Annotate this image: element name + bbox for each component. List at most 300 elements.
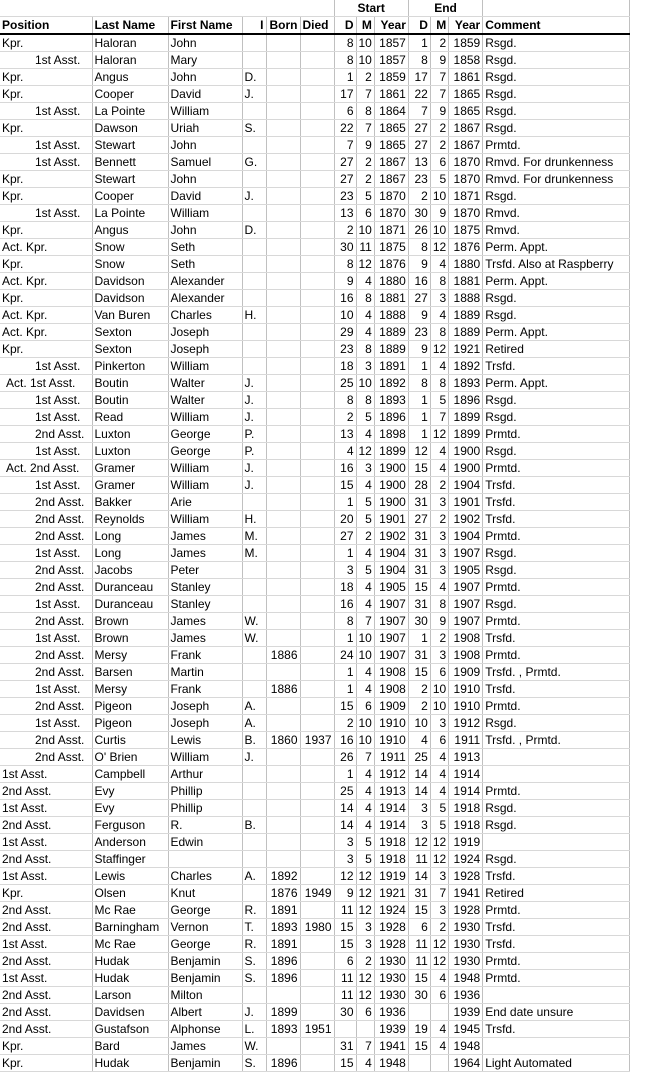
start-year-cell: 1891 [374, 358, 408, 375]
end-day-cell: 9 [408, 341, 430, 358]
end-month-cell: 6 [430, 732, 448, 749]
end-day-cell: 31 [408, 528, 430, 545]
position-cell: 1st Asst. [0, 477, 92, 494]
end-day-cell: 8 [408, 239, 430, 256]
born-cell [266, 494, 300, 511]
comment-cell: Rmvd. For drunkenness [483, 154, 630, 171]
end-year-cell: 1914 [449, 783, 483, 800]
initial-cell: T. [242, 919, 266, 936]
header-start-year: Year [374, 17, 408, 35]
died-cell [300, 970, 334, 987]
comment-cell: Trsfd. [483, 511, 630, 528]
end-month-cell: 5 [430, 392, 448, 409]
position-cell: 1st Asst. [0, 545, 92, 562]
table-row [0, 783, 630, 800]
initial-cell: D. [242, 69, 266, 86]
end-month-cell: 2 [430, 630, 448, 647]
end-month-cell: 12 [430, 426, 448, 443]
last-name-cell: Duranceau [92, 579, 168, 596]
died-cell [300, 647, 334, 664]
position-cell: 1st Asst. [0, 970, 92, 987]
end-day-cell: 31 [408, 885, 430, 902]
table-row [0, 681, 630, 698]
died-cell [300, 256, 334, 273]
died-cell [300, 273, 334, 290]
start-year-cell: 1928 [374, 919, 408, 936]
first-name-cell: Charles [168, 868, 242, 885]
end-day-cell: 15 [408, 902, 430, 919]
last-name-cell: Brown [92, 630, 168, 647]
start-month-cell: 5 [356, 562, 374, 579]
born-cell: 1896 [266, 953, 300, 970]
end-month-cell: 4 [430, 749, 448, 766]
first-name-cell: William [168, 205, 242, 222]
start-month-cell: 4 [356, 307, 374, 324]
last-name-cell: Snow [92, 239, 168, 256]
end-day-cell: 9 [408, 256, 430, 273]
end-year-cell: 1905 [449, 562, 483, 579]
end-year-cell: 1914 [449, 766, 483, 783]
start-year-cell: 1871 [374, 222, 408, 239]
end-year-cell: 1861 [449, 69, 483, 86]
position-cell: 2nd Asst. [0, 511, 92, 528]
end-year-cell: 1889 [449, 307, 483, 324]
position-cell: Kpr. [0, 885, 92, 902]
position-cell: 1st Asst. [0, 681, 92, 698]
start-day-cell: 12 [334, 868, 356, 885]
start-day-cell: 30 [334, 239, 356, 256]
position-cell: 2nd Asst. [0, 902, 92, 919]
born-cell [266, 222, 300, 239]
start-month-cell: 7 [356, 749, 374, 766]
start-day-cell: 27 [334, 154, 356, 171]
comment-cell: Rsgd. [483, 800, 630, 817]
start-year-cell: 1910 [374, 732, 408, 749]
end-day-cell: 30 [408, 205, 430, 222]
position-cell: 2nd Asst. [0, 1004, 92, 1021]
first-name-cell: James [168, 630, 242, 647]
start-day-cell: 29 [334, 324, 356, 341]
start-month-cell: 8 [356, 392, 374, 409]
initial-cell: W. [242, 613, 266, 630]
end-year-cell: 1941 [449, 885, 483, 902]
end-year-cell: 1858 [449, 52, 483, 69]
start-month-cell: 8 [356, 290, 374, 307]
born-cell [266, 307, 300, 324]
died-cell [300, 1004, 334, 1021]
start-month-cell: 4 [356, 681, 374, 698]
end-month-cell: 10 [430, 222, 448, 239]
first-name-cell: Lewis [168, 732, 242, 749]
position-cell: 1st Asst. [0, 936, 92, 953]
last-name-cell: Gustafson [92, 1021, 168, 1038]
born-cell: 1896 [266, 970, 300, 987]
position-cell: 2nd Asst. [0, 987, 92, 1004]
end-year-cell: 1900 [449, 460, 483, 477]
position-cell: 2nd Asst. [0, 494, 92, 511]
born-cell [266, 375, 300, 392]
end-year-cell: 1913 [449, 749, 483, 766]
position-cell: 2nd Asst. [0, 647, 92, 664]
born-cell: 1893 [266, 1021, 300, 1038]
end-day-cell: 27 [408, 511, 430, 528]
start-year-cell: 1918 [374, 851, 408, 868]
end-month-cell [430, 1055, 448, 1072]
position-cell: Act. Kpr. [0, 273, 92, 290]
comment-cell: Trsfd. , Prmtd. [483, 732, 630, 749]
end-day-cell: 17 [408, 69, 430, 86]
start-month-cell: 5 [356, 409, 374, 426]
first-name-cell: James [168, 528, 242, 545]
last-name-cell: Luxton [92, 443, 168, 460]
table-row [0, 426, 630, 443]
initial-cell: S. [242, 953, 266, 970]
born-cell [266, 749, 300, 766]
start-day-cell: 14 [334, 800, 356, 817]
position-cell: 1st Asst. [0, 52, 92, 69]
first-name-cell: George [168, 902, 242, 919]
born-cell [266, 358, 300, 375]
died-cell [300, 443, 334, 460]
born-cell: 1891 [266, 902, 300, 919]
last-name-cell: Bard [92, 1038, 168, 1055]
end-month-cell: 12 [430, 851, 448, 868]
first-name-cell: Edwin [168, 834, 242, 851]
last-name-cell: Mc Rae [92, 902, 168, 919]
start-year-cell: 1898 [374, 426, 408, 443]
end-day-cell: 15 [408, 1038, 430, 1055]
last-name-cell: Boutin [92, 392, 168, 409]
comment-cell: Prmtd. [483, 970, 630, 987]
start-day-cell: 4 [334, 443, 356, 460]
position-cell: Kpr. [0, 1038, 92, 1055]
last-name-cell: Staffinger [92, 851, 168, 868]
start-year-cell: 1867 [374, 171, 408, 188]
start-day-cell: 27 [334, 528, 356, 545]
born-cell [266, 86, 300, 103]
group-header-row [0, 0, 630, 17]
end-month-cell: 6 [430, 987, 448, 1004]
start-month-cell: 10 [356, 34, 374, 52]
died-cell [300, 953, 334, 970]
initial-cell: H. [242, 307, 266, 324]
start-day-cell: 25 [334, 783, 356, 800]
position-cell: 2nd Asst. [0, 732, 92, 749]
first-name-cell: Benjamin [168, 953, 242, 970]
initial-cell: J. [242, 1004, 266, 1021]
last-name-cell: Long [92, 528, 168, 545]
died-cell [300, 392, 334, 409]
position-cell: 2nd Asst. [0, 783, 92, 800]
comment-cell: Trsfd. Also at Raspberry [483, 256, 630, 273]
born-cell [266, 205, 300, 222]
end-month-cell: 6 [430, 664, 448, 681]
born-cell [266, 698, 300, 715]
position-cell: 2nd Asst. [0, 426, 92, 443]
start-year-cell: 1888 [374, 307, 408, 324]
table-row [0, 749, 630, 766]
start-year-cell: 1870 [374, 205, 408, 222]
end-month-cell: 7 [430, 885, 448, 902]
start-year-cell: 1896 [374, 409, 408, 426]
initial-cell [242, 324, 266, 341]
last-name-cell: La Pointe [92, 103, 168, 120]
died-cell [300, 477, 334, 494]
end-year-cell: 1924 [449, 851, 483, 868]
last-name-cell: Mersy [92, 647, 168, 664]
start-month-cell: 4 [356, 477, 374, 494]
died-cell [300, 545, 334, 562]
start-month-cell: 4 [356, 800, 374, 817]
table-row [0, 103, 630, 120]
position-cell: Kpr. [0, 222, 92, 239]
table-row [0, 596, 630, 613]
position-cell: Act. 1st Asst. [0, 375, 92, 392]
start-day-cell: 11 [334, 987, 356, 1004]
position-cell: 1st Asst. [0, 205, 92, 222]
end-year-cell: 1867 [449, 120, 483, 137]
start-year-cell: 1913 [374, 783, 408, 800]
died-cell [300, 664, 334, 681]
initial-cell [242, 290, 266, 307]
initial-cell [242, 137, 266, 154]
end-year-cell: 1936 [449, 987, 483, 1004]
start-day-cell: 15 [334, 919, 356, 936]
first-name-cell: Seth [168, 239, 242, 256]
died-cell [300, 613, 334, 630]
born-cell [266, 290, 300, 307]
initial-cell: J. [242, 460, 266, 477]
last-name-cell: Anderson [92, 834, 168, 851]
table-row [0, 494, 630, 511]
start-year-cell: 1875 [374, 239, 408, 256]
start-month-cell: 3 [356, 460, 374, 477]
last-name-cell: Sexton [92, 341, 168, 358]
last-name-cell: Lewis [92, 868, 168, 885]
first-name-cell: Benjamin [168, 1055, 242, 1072]
table-row [0, 171, 630, 188]
end-month-cell: 5 [430, 817, 448, 834]
start-month-cell: 4 [356, 579, 374, 596]
position-cell: 2nd Asst. [0, 698, 92, 715]
start-year-cell: 1948 [374, 1055, 408, 1072]
born-cell: 1893 [266, 919, 300, 936]
position-cell: 2nd Asst. [0, 953, 92, 970]
comment-cell: Rmvd. For drunkenness [483, 171, 630, 188]
first-name-cell: Walter [168, 392, 242, 409]
end-day-cell: 6 [408, 919, 430, 936]
comment-cell: Rmvd. [483, 222, 630, 239]
position-cell: 1st Asst. [0, 800, 92, 817]
position-cell: Kpr. [0, 69, 92, 86]
header-end-year: Year [449, 17, 483, 35]
position-cell: 1st Asst. [0, 154, 92, 171]
born-cell [266, 409, 300, 426]
position-cell: 2nd Asst. [0, 664, 92, 681]
end-day-cell: 2 [408, 698, 430, 715]
start-day-cell: 10 [334, 307, 356, 324]
start-month-cell: 4 [356, 545, 374, 562]
table-row [0, 511, 630, 528]
end-day-cell: 12 [408, 834, 430, 851]
born-cell [266, 69, 300, 86]
born-cell [266, 239, 300, 256]
table-row [0, 443, 630, 460]
table-row [0, 953, 630, 970]
end-month-cell: 4 [430, 1021, 448, 1038]
table-row [0, 545, 630, 562]
end-year-cell: 1870 [449, 171, 483, 188]
start-year-cell: 1889 [374, 324, 408, 341]
born-cell [266, 171, 300, 188]
end-year-cell: 1876 [449, 239, 483, 256]
initial-cell [242, 205, 266, 222]
start-month-cell: 10 [356, 647, 374, 664]
born-cell [266, 766, 300, 783]
start-day-cell: 17 [334, 86, 356, 103]
start-day-cell: 3 [334, 562, 356, 579]
header-initial: I [242, 17, 266, 35]
initial-cell [242, 494, 266, 511]
end-year-cell: 1908 [449, 647, 483, 664]
first-name-cell: John [168, 137, 242, 154]
start-month-cell: 11 [356, 239, 374, 256]
last-name-cell: Bennett [92, 154, 168, 171]
start-month-cell: 3 [356, 936, 374, 953]
first-name-cell: William [168, 460, 242, 477]
start-month-cell: 4 [356, 817, 374, 834]
end-day-cell: 8 [408, 52, 430, 69]
born-cell: 1892 [266, 868, 300, 885]
table-row [0, 205, 630, 222]
first-name-cell: Arie [168, 494, 242, 511]
start-day-cell: 30 [334, 1004, 356, 1021]
first-name-cell: John [168, 171, 242, 188]
last-name-cell: Davidson [92, 290, 168, 307]
table-body [0, 34, 630, 1072]
first-name-cell: William [168, 749, 242, 766]
last-name-cell: Davidsen [92, 1004, 168, 1021]
table-row [0, 885, 630, 902]
end-month-cell: 8 [430, 273, 448, 290]
table-row [0, 307, 630, 324]
table-row [0, 1021, 630, 1038]
start-month-cell: 5 [356, 851, 374, 868]
start-day-cell: 18 [334, 579, 356, 596]
born-cell [266, 664, 300, 681]
start-day-cell: 8 [334, 392, 356, 409]
start-month-cell: 2 [356, 69, 374, 86]
position-cell: 1st Asst. [0, 630, 92, 647]
initial-cell: W. [242, 1038, 266, 1055]
end-day-cell: 1 [408, 426, 430, 443]
born-cell [266, 783, 300, 800]
start-year-cell: 1857 [374, 34, 408, 52]
died-cell [300, 783, 334, 800]
end-month-cell: 12 [430, 239, 448, 256]
first-name-cell: Alexander [168, 273, 242, 290]
end-month-cell: 7 [430, 409, 448, 426]
table-row [0, 375, 630, 392]
end-day-cell: 26 [408, 222, 430, 239]
end-year-cell: 1948 [449, 970, 483, 987]
position-cell: 1st Asst. [0, 766, 92, 783]
comment-cell: Rsgd. [483, 851, 630, 868]
header-last-name: Last Name [92, 17, 168, 35]
last-name-cell: Hudak [92, 970, 168, 987]
start-day-cell: 24 [334, 647, 356, 664]
end-month-cell: 9 [430, 103, 448, 120]
end-month-cell: 12 [430, 936, 448, 953]
initial-cell: S. [242, 970, 266, 987]
first-name-cell: William [168, 511, 242, 528]
died-cell [300, 52, 334, 69]
initial-cell: M. [242, 545, 266, 562]
comment-cell [483, 987, 630, 1004]
start-month-cell: 4 [356, 766, 374, 783]
end-month-cell: 4 [430, 460, 448, 477]
header-first-name: First Name [168, 17, 242, 35]
end-day-cell: 30 [408, 613, 430, 630]
start-day-cell: 1 [334, 494, 356, 511]
initial-cell [242, 664, 266, 681]
born-cell [266, 630, 300, 647]
start-day-cell: 13 [334, 205, 356, 222]
end-year-cell: 1904 [449, 477, 483, 494]
table-row [0, 562, 630, 579]
start-day-cell: 16 [334, 732, 356, 749]
died-cell [300, 205, 334, 222]
end-year-cell: 1899 [449, 409, 483, 426]
start-day-cell: 2 [334, 409, 356, 426]
born-cell [266, 528, 300, 545]
died-cell [300, 375, 334, 392]
end-year-cell: 1871 [449, 188, 483, 205]
end-month-cell: 9 [430, 52, 448, 69]
start-day-cell: 16 [334, 460, 356, 477]
start-year-cell: 1899 [374, 443, 408, 460]
start-year-cell: 1864 [374, 103, 408, 120]
died-cell [300, 562, 334, 579]
comment-cell: Trsfd. [483, 630, 630, 647]
died-cell [300, 103, 334, 120]
start-month-cell: 4 [356, 426, 374, 443]
start-month-cell: 12 [356, 868, 374, 885]
initial-cell: L. [242, 1021, 266, 1038]
comment-cell: Prmtd. [483, 528, 630, 545]
comment-cell: Trsfd. [483, 919, 630, 936]
start-year-cell: 1867 [374, 154, 408, 171]
died-cell [300, 409, 334, 426]
initial-cell: S. [242, 120, 266, 137]
end-day-cell: 23 [408, 324, 430, 341]
last-name-cell: Davidson [92, 273, 168, 290]
position-cell: 2nd Asst. [0, 919, 92, 936]
initial-cell [242, 783, 266, 800]
table-row [0, 34, 630, 52]
end-month-cell: 5 [430, 171, 448, 188]
start-year-cell: 1893 [374, 392, 408, 409]
position-cell: 2nd Asst. [0, 1021, 92, 1038]
last-name-cell: Gramer [92, 460, 168, 477]
end-day-cell: 31 [408, 647, 430, 664]
last-name-cell: O' Brien [92, 749, 168, 766]
last-name-cell: Boutin [92, 375, 168, 392]
first-name-cell: Phillip [168, 783, 242, 800]
end-month-cell: 3 [430, 290, 448, 307]
initial-cell: J. [242, 375, 266, 392]
position-cell: 2nd Asst. [0, 749, 92, 766]
